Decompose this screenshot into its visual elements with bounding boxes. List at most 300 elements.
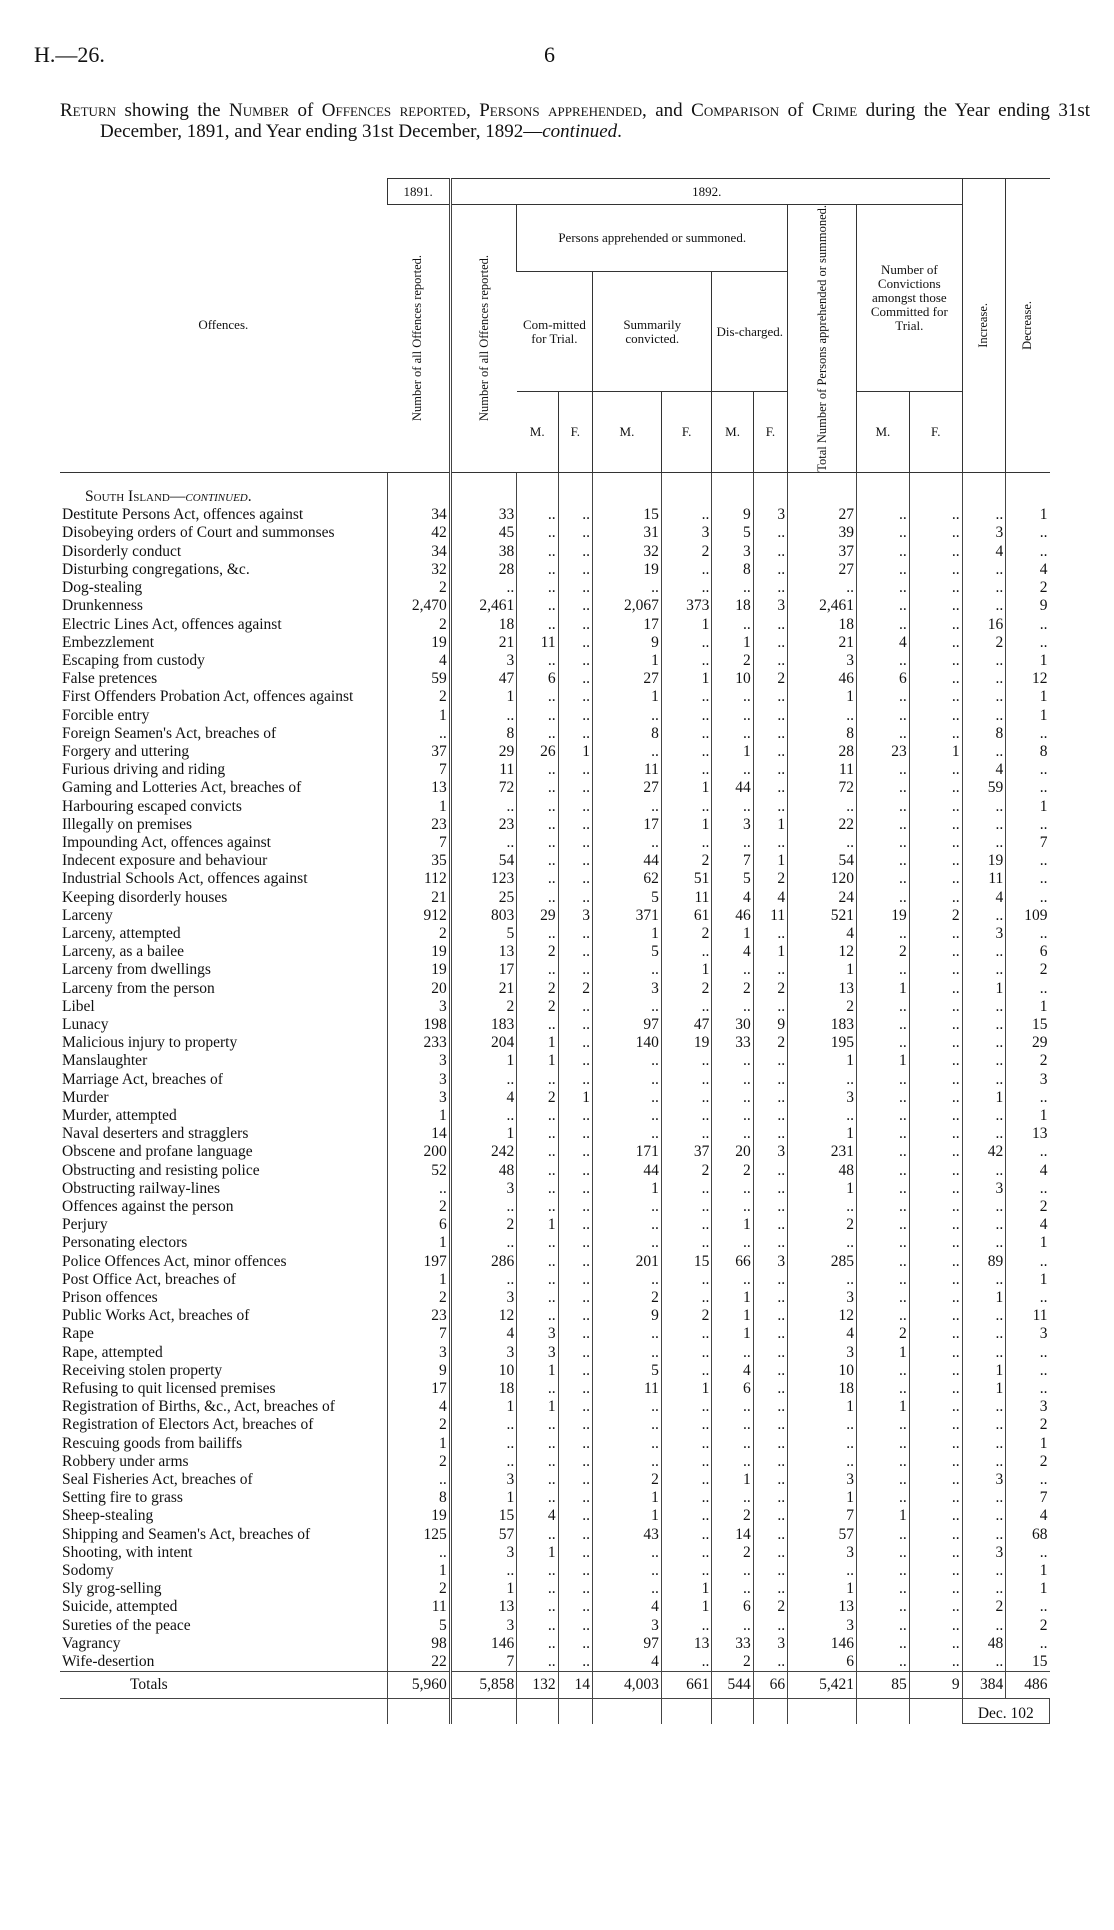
table-cell: .. bbox=[962, 1507, 1006, 1525]
table-cell: 3 bbox=[450, 1617, 517, 1635]
table-cell: .. bbox=[593, 1544, 662, 1562]
table-cell: 72 bbox=[450, 779, 517, 797]
table-cell: 140 bbox=[593, 1034, 662, 1052]
net-decrease: Dec. 102 bbox=[962, 1699, 1049, 1724]
table-row bbox=[60, 1635, 1050, 1653]
table-cell: .. bbox=[856, 1617, 909, 1635]
table-cell: 23 bbox=[450, 816, 517, 834]
table-cell: .. bbox=[856, 1253, 909, 1271]
table-cell: .. bbox=[712, 1198, 753, 1216]
table-cell: .. bbox=[909, 1507, 962, 1525]
totals-cell: 85 bbox=[856, 1672, 909, 1699]
offence-name: Perjury bbox=[62, 1216, 108, 1234]
table-cell: .. bbox=[517, 1253, 558, 1271]
table-row bbox=[60, 1125, 1050, 1143]
table-cell: 2 bbox=[517, 980, 558, 998]
year-1891-header: 1891. bbox=[387, 179, 450, 205]
table-cell: 8 bbox=[788, 725, 857, 743]
table-cell: .. bbox=[558, 524, 592, 542]
table-cell: 38 bbox=[450, 543, 517, 561]
table-cell: 29 bbox=[450, 743, 517, 761]
table-row bbox=[60, 870, 1050, 888]
table-cell: .. bbox=[1006, 870, 1050, 888]
table-cell: 97 bbox=[593, 1016, 662, 1034]
table-cell: .. bbox=[909, 1052, 962, 1070]
table-cell: 3 bbox=[962, 1544, 1006, 1562]
table-cell: 4 bbox=[1006, 561, 1050, 579]
table-cell: 48 bbox=[788, 1162, 857, 1180]
table-cell: .. bbox=[909, 998, 962, 1016]
table-cell: 1 bbox=[661, 616, 712, 634]
table-cell: .. bbox=[962, 688, 1006, 706]
table-cell: 52 bbox=[387, 1162, 450, 1180]
table-cell: .. bbox=[661, 1344, 712, 1362]
table-row bbox=[60, 1489, 1050, 1507]
table-cell: 3 bbox=[387, 1071, 450, 1089]
table-cell: 2 bbox=[712, 1544, 753, 1562]
table-cell: .. bbox=[962, 1435, 1006, 1453]
table-cell: .. bbox=[712, 1562, 753, 1580]
table-row bbox=[60, 1071, 1050, 1089]
table-cell: .. bbox=[517, 1489, 558, 1507]
table-cell: 8 bbox=[387, 1489, 450, 1507]
table-cell: 3 bbox=[517, 1325, 558, 1343]
table-cell: 17 bbox=[387, 1380, 450, 1398]
table-cell: 1 bbox=[450, 1125, 517, 1143]
table-cell: .. bbox=[753, 1416, 787, 1434]
table-cell: .. bbox=[558, 1162, 592, 1180]
table-cell: .. bbox=[661, 1198, 712, 1216]
f-header: F. bbox=[909, 392, 962, 472]
table-cell: .. bbox=[909, 1016, 962, 1034]
table-cell: .. bbox=[909, 1526, 962, 1544]
table-cell: 2 bbox=[387, 1453, 450, 1471]
table-row bbox=[60, 1453, 1050, 1471]
table-cell: .. bbox=[909, 961, 962, 979]
table-cell: .. bbox=[661, 761, 712, 779]
table-cell: 19 bbox=[962, 852, 1006, 870]
table-cell: .. bbox=[712, 998, 753, 1016]
table-cell: .. bbox=[753, 1471, 787, 1489]
table-cell: 1 bbox=[1006, 798, 1050, 816]
summarily-header: Summarily convicted. bbox=[593, 271, 712, 392]
table-row bbox=[60, 1162, 1050, 1180]
table-cell: .. bbox=[558, 1617, 592, 1635]
table-cell: .. bbox=[517, 707, 558, 725]
table-cell: 1 bbox=[1006, 707, 1050, 725]
table-cell: .. bbox=[450, 798, 517, 816]
table-cell: 62 bbox=[593, 870, 662, 888]
table-cell: 120 bbox=[788, 870, 857, 888]
table-cell: 7 bbox=[450, 1653, 517, 1672]
table-cell: .. bbox=[1006, 1143, 1050, 1161]
table-cell: .. bbox=[558, 925, 592, 943]
table-cell: .. bbox=[1006, 1089, 1050, 1107]
table-cell: .. bbox=[753, 1562, 787, 1580]
table-cell: .. bbox=[517, 798, 558, 816]
table-cell: .. bbox=[517, 870, 558, 888]
table-cell: 22 bbox=[387, 1653, 450, 1672]
table-row bbox=[60, 1344, 1050, 1362]
table-cell: 1 bbox=[962, 1380, 1006, 1398]
table-cell: .. bbox=[909, 779, 962, 797]
table-cell: 2 bbox=[712, 1162, 753, 1180]
table-cell: .. bbox=[909, 852, 962, 870]
table-cell: 1 bbox=[856, 1398, 909, 1416]
table-cell: .. bbox=[962, 1307, 1006, 1325]
table-cell: .. bbox=[962, 561, 1006, 579]
table-cell: 8 bbox=[1006, 743, 1050, 761]
table-cell: .. bbox=[909, 1617, 962, 1635]
table-cell: 72 bbox=[788, 779, 857, 797]
offence-name: Public Works Act, breaches of bbox=[62, 1307, 250, 1325]
table-cell: .. bbox=[856, 1653, 909, 1672]
table-cell: .. bbox=[856, 1489, 909, 1507]
table-cell: 18 bbox=[788, 1380, 857, 1398]
table-cell: .. bbox=[593, 1107, 662, 1125]
offence-name: Disorderly conduct bbox=[62, 542, 182, 560]
table-cell: .. bbox=[856, 707, 909, 725]
table-cell: .. bbox=[661, 1180, 712, 1198]
table-cell: .. bbox=[661, 1544, 712, 1562]
table-cell: .. bbox=[1006, 634, 1050, 652]
table-cell: 1 bbox=[661, 779, 712, 797]
table-cell: .. bbox=[909, 943, 962, 961]
table-cell: .. bbox=[1006, 1180, 1050, 1198]
table-cell: .. bbox=[1006, 852, 1050, 870]
table-cell: .. bbox=[558, 1653, 592, 1672]
table-cell: .. bbox=[962, 816, 1006, 834]
table-cell: .. bbox=[856, 1198, 909, 1216]
table-cell: .. bbox=[661, 1216, 712, 1234]
table-cell: 13 bbox=[387, 779, 450, 797]
table-cell: .. bbox=[661, 707, 712, 725]
table-cell: 1 bbox=[593, 1489, 662, 1507]
table-cell: .. bbox=[753, 616, 787, 634]
totals-cell: 5,858 bbox=[450, 1672, 517, 1699]
table-cell: 20 bbox=[387, 980, 450, 998]
table-cell: .. bbox=[517, 1580, 558, 1598]
table-cell: 2 bbox=[712, 980, 753, 998]
table-cell: 3 bbox=[753, 1143, 787, 1161]
table-cell: .. bbox=[712, 1089, 753, 1107]
table-row bbox=[60, 1471, 1050, 1489]
table-cell: 1 bbox=[1006, 506, 1050, 524]
table-cell: 15 bbox=[450, 1507, 517, 1525]
table-cell: 3 bbox=[962, 1180, 1006, 1198]
table-cell: 59 bbox=[962, 779, 1006, 797]
table-cell: 1 bbox=[517, 1362, 558, 1380]
table-row bbox=[60, 834, 1050, 852]
table-cell: 1 bbox=[962, 1289, 1006, 1307]
offence-name: Setting fire to grass bbox=[62, 1489, 183, 1507]
offence-name: Suicide, attempted bbox=[62, 1598, 178, 1616]
table-cell: .. bbox=[712, 579, 753, 597]
table-cell: 1 bbox=[450, 1052, 517, 1070]
table-cell: .. bbox=[712, 725, 753, 743]
table-cell: 1 bbox=[517, 1034, 558, 1052]
table-cell: 11 bbox=[962, 870, 1006, 888]
table-cell: .. bbox=[558, 670, 592, 688]
offence-name: Obstructing and resisting police bbox=[62, 1161, 260, 1179]
table-cell: .. bbox=[558, 1052, 592, 1070]
offence-name: Electric Lines Act, offences against bbox=[62, 615, 282, 633]
table-cell: 1 bbox=[788, 961, 857, 979]
table-cell: 39 bbox=[788, 524, 857, 542]
table-cell: 6 bbox=[788, 1653, 857, 1672]
offence-name: Forgery and uttering bbox=[62, 742, 190, 760]
table-cell: 2 bbox=[856, 943, 909, 961]
table-cell: 9 bbox=[712, 506, 753, 524]
table-cell: .. bbox=[962, 1416, 1006, 1434]
table-cell: 3 bbox=[788, 1617, 857, 1635]
table-cell: 20 bbox=[712, 1143, 753, 1161]
table-cell: .. bbox=[517, 1562, 558, 1580]
offence-name: Larceny, as a bailee bbox=[62, 943, 185, 961]
table-cell: .. bbox=[712, 1344, 753, 1362]
table-cell: 11 bbox=[788, 761, 857, 779]
table-cell: .. bbox=[517, 1234, 558, 1252]
table-cell: .. bbox=[856, 1034, 909, 1052]
table-cell: 34 bbox=[387, 543, 450, 561]
table-cell: .. bbox=[558, 1344, 592, 1362]
table-row bbox=[60, 1325, 1050, 1343]
table-cell: .. bbox=[517, 1271, 558, 1289]
table-cell: .. bbox=[517, 1416, 558, 1434]
table-cell: 44 bbox=[712, 779, 753, 797]
f-header: F. bbox=[661, 392, 712, 472]
table-cell: 4 bbox=[962, 761, 1006, 779]
discharged-header: Dis-charged. bbox=[712, 271, 788, 392]
table-cell: .. bbox=[558, 1034, 592, 1052]
table-row bbox=[60, 1653, 1050, 1672]
table-cell: .. bbox=[661, 1071, 712, 1089]
table-cell: 2 bbox=[387, 616, 450, 634]
table-row bbox=[60, 1016, 1050, 1034]
table-cell: 1 bbox=[856, 980, 909, 998]
table-cell: .. bbox=[558, 1489, 592, 1507]
offence-name: Shipping and Seamen's Act, breaches of bbox=[62, 1525, 311, 1543]
table-cell: 16 bbox=[962, 616, 1006, 634]
table-cell: 1 bbox=[661, 961, 712, 979]
table-cell: 3 bbox=[788, 1089, 857, 1107]
table-cell: .. bbox=[962, 1344, 1006, 1362]
table-cell: .. bbox=[1006, 524, 1050, 542]
table-cell: 4 bbox=[753, 889, 787, 907]
table-cell: 204 bbox=[450, 1034, 517, 1052]
table-cell: 1 bbox=[1006, 998, 1050, 1016]
table-cell: .. bbox=[753, 579, 787, 597]
table-cell: .. bbox=[661, 1398, 712, 1416]
table-cell: .. bbox=[593, 1344, 662, 1362]
table-cell: 2 bbox=[558, 980, 592, 998]
table-row bbox=[60, 1380, 1050, 1398]
table-cell: .. bbox=[788, 1416, 857, 1434]
table-cell: .. bbox=[558, 1398, 592, 1416]
table-cell: 3 bbox=[387, 1344, 450, 1362]
table-cell: 1 bbox=[450, 1398, 517, 1416]
table-cell: 2 bbox=[387, 688, 450, 706]
table-cell: 42 bbox=[387, 524, 450, 542]
table-cell: 7 bbox=[1006, 834, 1050, 852]
table-cell: .. bbox=[712, 1180, 753, 1198]
table-cell: .. bbox=[517, 1071, 558, 1089]
table-cell: .. bbox=[856, 1125, 909, 1143]
table-cell: .. bbox=[661, 1052, 712, 1070]
table-cell: 2 bbox=[1006, 1198, 1050, 1216]
table-cell: .. bbox=[1006, 1344, 1050, 1362]
table-cell: 42 bbox=[962, 1143, 1006, 1161]
table-cell: 1 bbox=[962, 1089, 1006, 1107]
table-cell: .. bbox=[712, 1580, 753, 1598]
table-cell: .. bbox=[909, 725, 962, 743]
table-cell: .. bbox=[517, 1526, 558, 1544]
table-cell: .. bbox=[753, 1344, 787, 1362]
table-cell: .. bbox=[962, 1271, 1006, 1289]
table-cell: .. bbox=[593, 1325, 662, 1343]
table-cell: .. bbox=[856, 597, 909, 615]
table-cell: .. bbox=[661, 1507, 712, 1525]
table-cell: .. bbox=[712, 1489, 753, 1507]
table-cell: .. bbox=[558, 1234, 592, 1252]
offence-name: Destitute Persons Act, offences against bbox=[62, 506, 304, 524]
table-cell: .. bbox=[788, 1198, 857, 1216]
table-cell: .. bbox=[753, 1089, 787, 1107]
table-cell: 2 bbox=[661, 925, 712, 943]
table-cell: 6 bbox=[712, 1598, 753, 1616]
table-cell: 61 bbox=[661, 907, 712, 925]
table-cell: 2 bbox=[661, 1162, 712, 1180]
table-row bbox=[60, 1216, 1050, 1234]
f-header: F. bbox=[753, 392, 787, 472]
table-cell: 12 bbox=[1006, 670, 1050, 688]
year-1892-header: 1892. bbox=[450, 179, 962, 205]
table-cell: .. bbox=[856, 1362, 909, 1380]
table-cell: .. bbox=[856, 725, 909, 743]
table-cell: 66 bbox=[712, 1253, 753, 1271]
table-cell: 23 bbox=[387, 1307, 450, 1325]
decrease-header: Decrease. bbox=[1006, 179, 1050, 473]
table-cell: 2,461 bbox=[450, 597, 517, 615]
table-cell: .. bbox=[753, 543, 787, 561]
table-cell: 1 bbox=[1006, 652, 1050, 670]
table-cell: 68 bbox=[1006, 1526, 1050, 1544]
table-cell: .. bbox=[661, 1271, 712, 1289]
table-cell: 1 bbox=[712, 1216, 753, 1234]
table-cell: .. bbox=[661, 834, 712, 852]
table-cell: 3 bbox=[450, 652, 517, 670]
table-cell: .. bbox=[753, 1107, 787, 1125]
totals-row bbox=[60, 1672, 1050, 1699]
table-cell: .. bbox=[856, 688, 909, 706]
table-cell: .. bbox=[909, 688, 962, 706]
table-row bbox=[60, 889, 1050, 907]
table-cell: .. bbox=[517, 1289, 558, 1307]
table-cell: .. bbox=[450, 834, 517, 852]
table-cell: 14 bbox=[712, 1526, 753, 1544]
table-cell: .. bbox=[450, 707, 517, 725]
table-cell: .. bbox=[661, 1453, 712, 1471]
table-cell: 4 bbox=[712, 943, 753, 961]
table-cell: .. bbox=[856, 1453, 909, 1471]
table-cell: 2 bbox=[909, 907, 962, 925]
totals-cell: 14 bbox=[558, 1672, 592, 1699]
table-row bbox=[60, 1271, 1050, 1289]
table-cell: 195 bbox=[788, 1034, 857, 1052]
table-cell: 19 bbox=[856, 907, 909, 925]
table-cell: 9 bbox=[593, 1307, 662, 1325]
table-cell: .. bbox=[753, 1180, 787, 1198]
table-cell: 34 bbox=[387, 506, 450, 524]
table-cell: 183 bbox=[788, 1016, 857, 1034]
table-cell: 2,470 bbox=[387, 597, 450, 615]
table-cell: .. bbox=[753, 834, 787, 852]
offence-name: Obstructing railway-lines bbox=[62, 1179, 220, 1197]
table-cell: .. bbox=[1006, 925, 1050, 943]
table-cell: 6 bbox=[517, 670, 558, 688]
table-cell: 1 bbox=[712, 634, 753, 652]
table-cell: .. bbox=[558, 1325, 592, 1343]
table-cell: 9 bbox=[387, 1362, 450, 1380]
table-cell: .. bbox=[558, 1635, 592, 1653]
table-cell: .. bbox=[661, 1435, 712, 1453]
table-cell: 21 bbox=[788, 634, 857, 652]
table-cell: .. bbox=[909, 1234, 962, 1252]
table-cell: .. bbox=[558, 634, 592, 652]
table-cell: .. bbox=[712, 1271, 753, 1289]
table-cell: .. bbox=[558, 961, 592, 979]
table-cell: .. bbox=[856, 1071, 909, 1089]
table-cell: .. bbox=[1006, 1598, 1050, 1616]
table-cell: 15 bbox=[1006, 1016, 1050, 1034]
table-cell: .. bbox=[712, 707, 753, 725]
total-persons-header: Total Number of Persons apprehended or summoned. bbox=[788, 205, 857, 473]
table-cell: .. bbox=[450, 579, 517, 597]
table-cell: 2 bbox=[753, 870, 787, 888]
table-cell: .. bbox=[661, 1489, 712, 1507]
table-cell: .. bbox=[517, 1653, 558, 1672]
table-cell: .. bbox=[712, 616, 753, 634]
table-cell: 1 bbox=[856, 1344, 909, 1362]
table-cell: 2 bbox=[661, 1307, 712, 1325]
table-cell: .. bbox=[558, 870, 592, 888]
table-cell: .. bbox=[712, 688, 753, 706]
table-cell: 11 bbox=[661, 889, 712, 907]
committed-header: Com-mitted for Trial. bbox=[517, 271, 593, 392]
table-cell: 1 bbox=[788, 1180, 857, 1198]
table-cell: .. bbox=[909, 1198, 962, 1216]
table-cell: 1 bbox=[1006, 1234, 1050, 1252]
table-cell: .. bbox=[593, 1125, 662, 1143]
table-cell: .. bbox=[962, 1162, 1006, 1180]
table-cell: 4 bbox=[962, 889, 1006, 907]
table-cell: .. bbox=[593, 579, 662, 597]
table-cell: 1 bbox=[387, 798, 450, 816]
table-cell: 1 bbox=[909, 743, 962, 761]
table-cell: .. bbox=[661, 798, 712, 816]
table-cell: 21 bbox=[387, 889, 450, 907]
table-cell: .. bbox=[856, 1598, 909, 1616]
table-cell: .. bbox=[517, 616, 558, 634]
table-cell: .. bbox=[962, 907, 1006, 925]
table-cell: 1 bbox=[1006, 1562, 1050, 1580]
table-cell: 45 bbox=[450, 524, 517, 542]
table-row bbox=[60, 1034, 1050, 1052]
table-cell: 3 bbox=[387, 998, 450, 1016]
table-row bbox=[60, 816, 1050, 834]
offence-name: Rape bbox=[62, 1325, 94, 1343]
table-cell: 4 bbox=[962, 543, 1006, 561]
